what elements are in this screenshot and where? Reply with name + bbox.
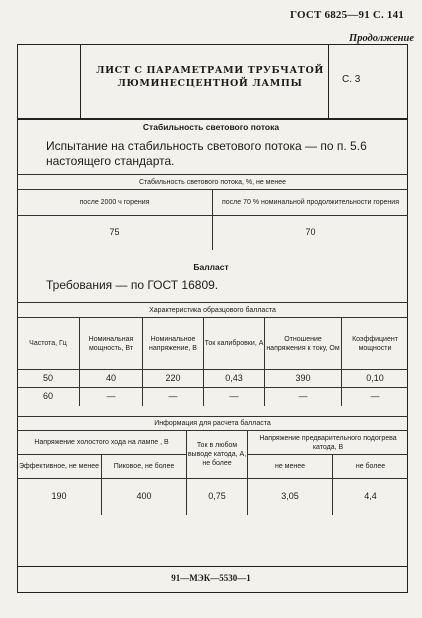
calc-sub2a-header: не менее — [248, 455, 333, 479]
document-title-line2: ЛЮМИНЕСЦЕНТНОЙ ЛАМПЫ — [117, 78, 303, 89]
flux-col1-value: 75 — [17, 216, 213, 250]
table-cell: — — [80, 388, 143, 406]
table-cell: — — [265, 388, 342, 406]
table-cell: 220 — [143, 370, 204, 388]
calc-sub1a-header: Эффективное, не менее — [17, 455, 102, 479]
table-cell: 0,10 — [342, 370, 409, 388]
bottom-rule — [17, 566, 408, 567]
ballast-header-voltage: Номинальное напряжение, В — [143, 318, 204, 370]
continuation-label: Продолжение — [349, 33, 414, 44]
calc-group1-header: Напряжение холостого хода на лампе , В — [17, 431, 187, 455]
document-title-line1: ЛИСТ С ПАРАМЕТРАМИ ТРУБЧАТОЙ — [96, 65, 324, 76]
page-header: ГОСТ 6825—91 С. 141 — [290, 9, 404, 21]
table-cell: 390 — [265, 370, 342, 388]
flux-text: Испытание на стабильность светового потока — по п. 5.6 настоящего стандарта. — [46, 139, 367, 168]
table-cell: 400 — [102, 479, 187, 515]
table-cell: — — [342, 388, 409, 406]
calc-sub1b-header: Пиковое, не более — [102, 455, 187, 479]
ballast-header-power: Номинальная мощность, Вт — [80, 318, 143, 370]
sheet-number: С. 3 — [342, 74, 361, 85]
ballast-table — [17, 302, 408, 406]
ballast-header-ratio: Отношение напряжения к току, Ом — [265, 318, 342, 370]
flux-table-caption: Стабильность светового потока, %, не менее — [17, 175, 408, 190]
table-row — [17, 479, 408, 515]
ballast-heading: Балласт — [193, 262, 229, 272]
table-cell: 40 — [80, 370, 143, 388]
table-cell: — — [143, 388, 204, 406]
table-cell: 3,05 — [248, 479, 333, 515]
table-cell: 60 — [17, 388, 80, 406]
flux-col1-header: после 2000 ч горения — [17, 190, 213, 216]
table-cell: — — [204, 388, 265, 406]
table-cell: 0,43 — [204, 370, 265, 388]
title-block-bottom-line — [17, 118, 408, 120]
ballast-header-frequency: Частота, Гц — [17, 318, 80, 370]
flux-table — [17, 174, 408, 250]
title-block-divider-left — [80, 44, 81, 119]
footer-code: 91—МЭК—5530—1 — [171, 573, 251, 583]
flux-col2-value: 70 — [213, 216, 409, 250]
table-cell: 0,75 — [187, 479, 248, 515]
calc-table-caption: Информация для расчета балласта — [17, 417, 408, 431]
table-cell: 4,4 — [333, 479, 409, 515]
calc-sub2b-header: не более — [333, 455, 409, 479]
ballast-header-power-factor: Коэффициент мощности — [342, 318, 409, 370]
ballast-header-current: Ток калибровки, А — [204, 318, 265, 370]
table-cell: 50 — [17, 370, 80, 388]
ballast-table-caption: Характеристика образцового балласта — [17, 303, 408, 318]
table-row — [17, 370, 408, 388]
ballast-text: Требования — по ГОСТ 16809. — [46, 278, 219, 292]
table-row — [17, 388, 408, 406]
calc-cathode-current-header: Ток в любом выводе катода, А, не более — [187, 431, 248, 479]
calc-group2-header: Напряжение предварительного подогрева катода, В — [248, 431, 409, 455]
document-title — [95, 64, 325, 90]
ballast-calc-table — [17, 416, 408, 515]
flux-heading: Стабильность светового потока — [142, 122, 280, 132]
table-cell: 190 — [17, 479, 102, 515]
flux-col2-header: после 70 % номинальной продолжительности горения — [213, 190, 409, 216]
title-block-divider-right — [328, 44, 329, 119]
